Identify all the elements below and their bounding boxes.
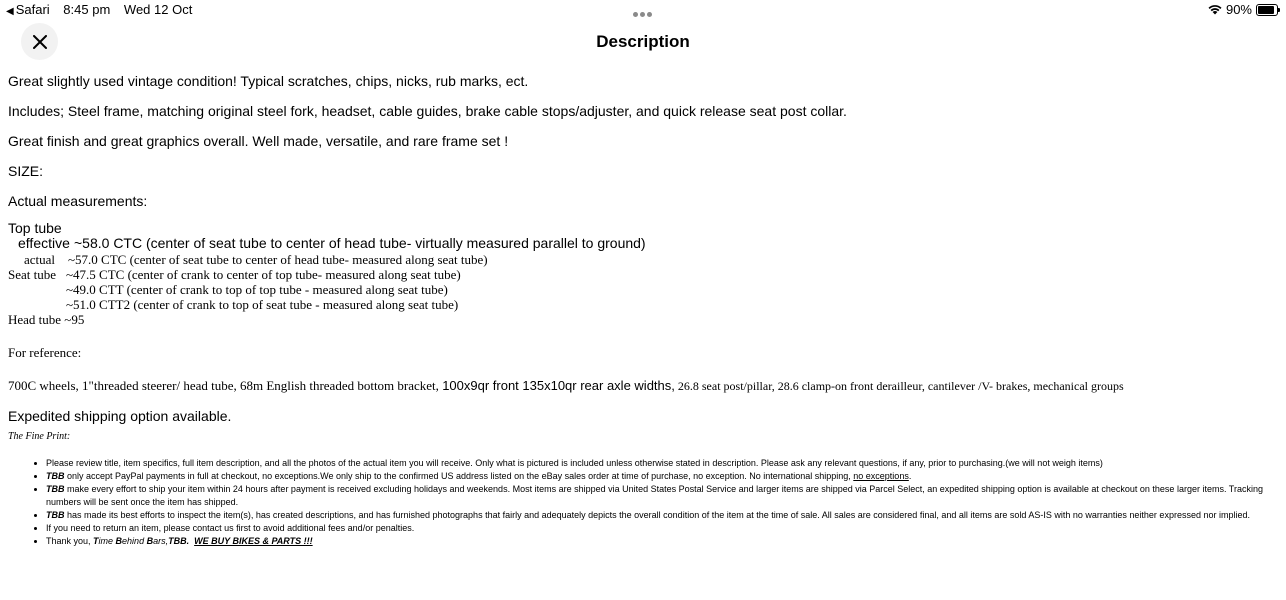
signature-b2: B bbox=[146, 536, 154, 546]
fine-print-item bbox=[46, 522, 1286, 535]
multitasking-dots-icon[interactable] bbox=[633, 5, 655, 13]
seat-tube-ctt: ~49.0 CTT (center of crank to top of top tube - measured along seat tube) bbox=[66, 282, 448, 297]
top-tube-label: Top tube bbox=[8, 220, 62, 236]
reference-specs-c: 26.8 seat post/pillar, 28.6 clamp-on front derailleur, cantilever /V- brakes, mechanical groups bbox=[674, 379, 1124, 393]
seat-tube-ctt2: ~51.0 CTT2 (center of crank to top of seat tube - measured along seat tube) bbox=[66, 297, 459, 312]
status-date: Wed 12 Oct bbox=[123, 2, 193, 17]
tbb-label: TBB bbox=[46, 484, 65, 494]
fine-print-inspection: has made its best efforts to inspect the item(s), has created descriptions, and has furnished photographs that fairly and adequately depicts the overall condition of the item at the time of sale. All sales are considered final, and all items are sold AS-IS with no warranties neither expressed nor implied. bbox=[64, 510, 1250, 520]
status-left bbox=[6, 2, 202, 17]
description-finish: Great finish and great graphics overall. Well made, versatile, and rare frame set ! bbox=[8, 133, 509, 149]
battery-percent: 90% bbox=[1225, 2, 1252, 17]
page-title: Description bbox=[596, 32, 690, 51]
head-tube: Head tube ~95 bbox=[8, 312, 85, 327]
fine-print-payment: only accept PayPal payments in full at checkout, no exceptions.We only ship to the confirmed US address listed on the eBay sales order at time of purchase, no exception. No international shipping, bbox=[64, 471, 854, 481]
reference-specs bbox=[8, 376, 1278, 395]
description-actual-measurements: Actual measurements: bbox=[8, 193, 148, 209]
actual-label: actual bbox=[24, 252, 56, 267]
slogan-text: WE BUY BIKES & PARTS !!! bbox=[194, 536, 313, 546]
signature-ehind: ehind bbox=[122, 536, 147, 546]
for-reference: For reference: bbox=[8, 345, 82, 360]
description-content bbox=[8, 72, 1278, 437]
battery-fill bbox=[1258, 6, 1274, 14]
fine-print-shipping: make every effort to ship your item within 24 hours after payment is received excluding holidays and weekends. Most items are shipped via United States Postal Service and larger items are shipped via Parcel Select, an expedited shipping option is available at checkout on these larger items. Tracking numbers will be sent once the item has shipped. bbox=[46, 484, 1263, 507]
tbb-label: TBB bbox=[46, 510, 65, 520]
fine-print-item bbox=[46, 535, 1286, 548]
status-right bbox=[1208, 2, 1278, 17]
fine-print-title: The Fine Print: bbox=[8, 431, 71, 442]
measurements-block bbox=[8, 220, 1278, 327]
status-time: 8:45 pm bbox=[63, 2, 111, 17]
tbb-label: TBB bbox=[46, 471, 65, 481]
status-bar bbox=[0, 0, 1286, 18]
description-size: SIZE: bbox=[8, 163, 44, 179]
signature-t: T bbox=[93, 536, 99, 546]
wifi-icon bbox=[1208, 4, 1222, 15]
thank-you-text: Thank you, bbox=[46, 536, 94, 546]
no-exceptions-text: no exceptions bbox=[853, 471, 909, 481]
effective-label: effective bbox=[18, 235, 70, 251]
fine-print-review: Please review title, item specifics, full item description, and all the photos of the actual item you will receive. Only what is pictured is included unless otherwise stated in description. Please ask any relevant questions, if any, prior to purchasing.(we will not weigh items) bbox=[46, 458, 1103, 468]
back-app-label[interactable]: Safari bbox=[15, 2, 50, 17]
reference-specs-b: 100x9qr front 135x10qr rear axle widths, bbox=[442, 378, 675, 393]
signature-ime: ime bbox=[98, 536, 116, 546]
seat-tube-ctc: ~47.5 CTC (center of crank to center of top tube- measured along seat tube) bbox=[66, 267, 461, 282]
fine-print-item bbox=[46, 470, 1286, 483]
reference-specs-a: 700C wheels, 1"threaded steerer/ head tube, 68m English threaded bottom bracket, bbox=[8, 378, 443, 393]
fine-print-item bbox=[46, 483, 1286, 509]
signature-b: B bbox=[115, 536, 123, 546]
fine-print-item bbox=[46, 457, 1286, 470]
shipping-option: Expedited shipping option available. bbox=[8, 408, 232, 424]
fine-print-item bbox=[46, 509, 1286, 522]
description-condition: Great slightly used vintage condition! Typical scratches, chips, nicks, rub marks, ect. bbox=[8, 73, 529, 89]
fine-print-list bbox=[28, 457, 1286, 548]
effective-value: ~58.0 CTC (center of seat tube to center of head tube- virtually measured parallel to ground) bbox=[74, 235, 646, 251]
back-arrow-icon[interactable]: ◀ bbox=[6, 6, 14, 17]
seat-tube-label: Seat tube bbox=[8, 267, 57, 282]
battery-icon bbox=[1256, 4, 1278, 16]
signature-ars: ars, bbox=[153, 536, 169, 546]
actual-value: ~57.0 CTC (center of seat tube to center of head tube- measured along seat tube) bbox=[68, 252, 488, 267]
signature-tbb: TBB. bbox=[168, 536, 190, 546]
fine-print-payment-end: . bbox=[908, 471, 912, 481]
fine-print-returns: If you need to return an item, please contact us first to avoid additional fees and/or penalties. bbox=[46, 523, 415, 533]
description-includes: Includes; Steel frame, matching original steel fork, headset, cable guides, brake cable stops/adjuster, and quick release seat post collar. bbox=[8, 103, 847, 119]
